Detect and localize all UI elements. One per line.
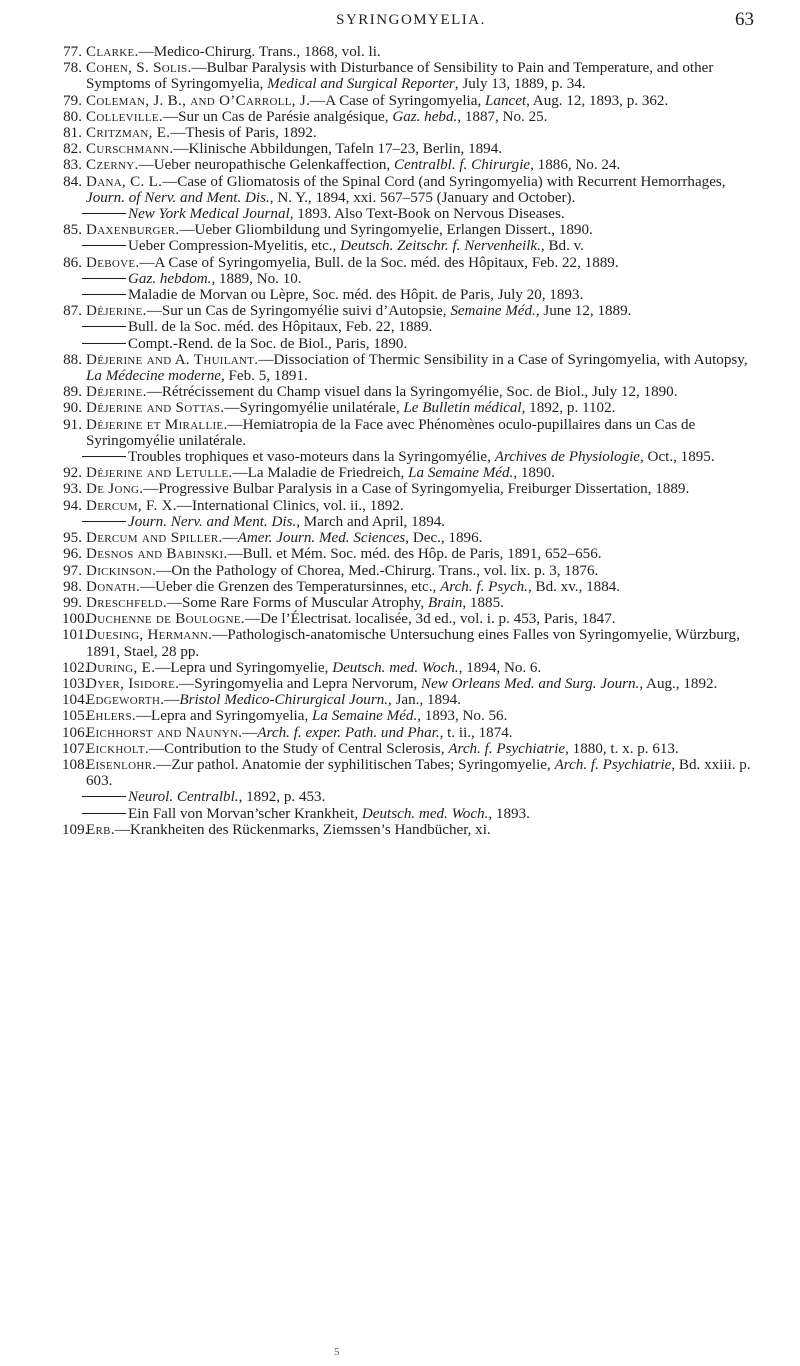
reference-source-title: Arch. f. exper. Path. und Phar. — [257, 724, 440, 741]
ditto-rule — [82, 813, 126, 814]
reference-text: —International Clinics, vol. ii., 1892. — [176, 497, 404, 514]
ditto-rule — [82, 343, 126, 344]
reference-text: —Ueber die Grenzen des Temperatursinnes, etc., — [140, 578, 441, 595]
reference-source-title: Gaz. hebdom. — [128, 270, 212, 287]
reference-source-title: Bristol Medico-Chirurgical Journ. — [179, 692, 389, 709]
running-title: SYRINGOMYELIA. — [336, 12, 486, 28]
reference-author: Desnos and Babinski. — [86, 546, 228, 563]
reference-continuation — [62, 271, 760, 287]
reference-author: Dercum, F. X. — [86, 497, 177, 514]
reference-author: Dickinson. — [86, 562, 157, 579]
reference-text: —Klinische Abbildungen, Tafeln 17–23, Berlin, 1894. — [173, 141, 503, 158]
reference-author: Debove. — [86, 254, 140, 271]
reference-text: —Syringomyélie unilatérale, — [224, 400, 404, 417]
reference-text: , 1889, No. 10. — [211, 270, 302, 287]
reference-number: 97. — [63, 562, 82, 579]
reference-number: 101. — [62, 627, 89, 644]
reference-text: —Medico-Chirurg. Trans., 1868, vol. li. — [138, 44, 381, 60]
reference-source-title: Deutsch. med. Woch. — [361, 805, 489, 822]
reference-text: Ein Fall von Morvan’scher Krankheit, — [128, 805, 362, 822]
reference-number: 91. — [63, 416, 82, 433]
reference-text: —Sur un Cas de Parésie analgésique, — [163, 108, 393, 125]
reference-text: —Progressive Bulbar Paralysis in a Case of Syringomyelia, Freiburger Dissertation, 1889. — [143, 481, 690, 498]
reference-text: —Zur pathol. Anatomie der syphilitischen Tabes; Syringomyelie, — [156, 756, 555, 773]
reference-text: —De l’Électrisat. localisée, 3d ed., vol. i. p. 453, Paris, 1847. — [244, 611, 616, 628]
reference-number: 100. — [62, 611, 89, 628]
reference-entry — [62, 255, 760, 271]
reference-text: —Rétrécissement du Champ visuel dans la Syringomyélie, Soc. de Biol., July 12, 1890. — [146, 384, 678, 401]
reference-number: 96. — [63, 546, 82, 563]
reference-entry — [62, 141, 760, 157]
reference-text: , July 13, 1889, p. 34. — [454, 76, 586, 93]
reference-text: , 1885. — [462, 594, 504, 611]
reference-entry — [62, 660, 760, 676]
reference-author: Eickholt. — [86, 740, 149, 757]
reference-text: —Lepra und Syringomyelie, — [155, 659, 333, 676]
reference-text: —Bull. et Mém. Soc. méd. des Hôp. de Paris, 1891, 652–656. — [227, 546, 602, 563]
reference-author: During, E. — [86, 659, 156, 676]
reference-text: —Bulbar Paralysis with Disturbance of Sensibility to Pain and Temperature, and other Symptoms of Syringomyelia, — [86, 60, 714, 93]
reference-number: 83. — [63, 157, 82, 174]
reference-author: Colleville. — [86, 108, 164, 125]
reference-source-title: La Médecine moderne — [86, 368, 221, 385]
reference-author: Déjerine. — [86, 384, 147, 401]
reference-entry — [62, 417, 760, 449]
reference-author: Déjerine and Letulle. — [86, 465, 233, 482]
page-header — [62, 0, 760, 44]
reference-number: 77. — [63, 44, 82, 60]
reference-entry — [62, 676, 760, 692]
reference-entry — [62, 563, 760, 579]
reference-number: 88. — [63, 351, 82, 368]
reference-source-title: Arch. f. Psychiatrie — [448, 740, 566, 757]
reference-text: —Dissociation of Thermic Sensibility in a Case of Syringomyelia, with Autopsy, — [258, 351, 748, 368]
reference-number: 98. — [63, 578, 82, 595]
reference-author: Eichhorst and Naunyn. — [86, 724, 243, 741]
reference-entry — [62, 822, 760, 838]
ditto-rule — [82, 294, 126, 295]
reference-entry — [62, 611, 760, 627]
reference-text: , 1894, No. 6. — [458, 659, 542, 676]
ditto-rule — [82, 796, 126, 797]
reference-text: , Aug., 1892. — [639, 675, 718, 692]
reference-number: 86. — [63, 254, 82, 271]
reference-text: —Lepra and Syringomyelia, — [135, 708, 312, 725]
reference-number: 108. — [62, 756, 89, 773]
reference-entry — [62, 708, 760, 724]
reference-text: Ueber Compression-Myelitis, etc., — [128, 238, 341, 255]
reference-entry — [62, 725, 760, 741]
ditto-rule — [82, 326, 126, 327]
reference-text: —A Case of Syringomyelia, — [310, 92, 485, 109]
reference-author: Ehlers. — [86, 708, 136, 725]
reference-number: 78. — [63, 60, 82, 77]
reference-number: 85. — [63, 222, 82, 239]
reference-author: Critzman, E. — [86, 125, 171, 142]
page-number: 63 — [735, 9, 754, 30]
reference-number: 90. — [63, 400, 82, 417]
reference-number: 84. — [63, 173, 82, 190]
reference-source-title: New Orleans Med. and Surg. Journ. — [421, 675, 640, 692]
reference-author: Edgeworth. — [86, 692, 165, 709]
reference-entry — [62, 44, 760, 60]
reference-entry — [62, 741, 760, 757]
reference-continuation — [62, 319, 760, 335]
reference-source-title: Le Bulletin médical — [403, 400, 522, 417]
reference-text: —A Case of Syringomyelia, Bull. de la Soc. méd. des Hôpitaux, Feb. 22, 1889. — [139, 254, 619, 271]
reference-number: 104. — [62, 692, 89, 709]
reference-author: Duesing, Hermann. — [86, 627, 213, 644]
reference-text: , March and April, 1894. — [296, 513, 446, 530]
reference-number: 87. — [63, 303, 82, 320]
reference-text: , Dec., 1896. — [405, 530, 483, 547]
reference-number: 107. — [62, 740, 89, 757]
reference-number: 93. — [63, 481, 82, 498]
reference-text: , Aug. 12, 1893, p. 362. — [526, 92, 669, 109]
reference-author: Déjerine and A. Thuilant. — [86, 351, 259, 368]
reference-author: Duchenne de Boulogne. — [86, 611, 245, 628]
reference-text: Compt.-Rend. de la Soc. de Biol., Paris, 1890. — [128, 335, 408, 352]
reference-continuation — [62, 449, 760, 465]
reference-author: Dana, C. L. — [86, 173, 163, 190]
reference-number: 89. — [63, 384, 82, 401]
reference-entry — [62, 627, 760, 659]
reference-text: —Ueber Gliombildung und Syringomyelie, Erlangen Dissert., 1890. — [179, 222, 593, 239]
reference-source-title: Centralbl. f. Chirurgie — [393, 157, 531, 174]
reference-text: —Syringomyelia and Lepra Nervorum, — [179, 675, 422, 692]
reference-text: — — [222, 530, 238, 547]
reference-entry — [62, 481, 760, 497]
reference-text: , 1892, p. 1102. — [521, 400, 616, 417]
reference-text: Maladie de Morvan ou Lèpre, Soc. méd. des Hôpit. de Paris, July 20, 1893. — [128, 287, 584, 304]
reference-entry — [62, 157, 760, 173]
ditto-rule — [82, 521, 126, 522]
reference-number: 94. — [63, 497, 82, 514]
reference-text: , Jan., 1894. — [388, 692, 461, 709]
reference-source-title: La Semaine Méd. — [312, 708, 418, 725]
reference-author: Dercum and Spiller. — [86, 530, 223, 547]
reference-text: , N. Y., 1894, xxi. 567–575 (January and October). — [269, 189, 576, 206]
reference-author: Dyer, Isidore. — [86, 675, 180, 692]
reference-text: , t. ii., 1874. — [439, 724, 513, 741]
reference-entry — [62, 757, 760, 789]
reference-author: Eisenlohr. — [86, 756, 157, 773]
reference-entry — [62, 546, 760, 562]
reference-number: 79. — [63, 92, 82, 109]
reference-source-title: Journ. of Nerv. and Ment. Dis. — [86, 189, 270, 206]
reference-author: De Jong. — [86, 481, 144, 498]
reference-continuation — [62, 206, 760, 222]
signature-mark: 5 — [334, 1346, 340, 1358]
reference-text: , 1887, No. 25. — [457, 108, 548, 125]
reference-entry — [62, 400, 760, 416]
reference-entry — [62, 303, 760, 319]
reference-text: —La Maladie de Friedreich, — [232, 465, 409, 482]
reference-number: 105. — [62, 708, 89, 725]
reference-continuation — [62, 789, 760, 805]
reference-entry — [62, 174, 760, 206]
reference-author: Erb. — [86, 821, 115, 838]
reference-text: Troubles trophiques et vaso-moteurs dans la Syringomyélie, — [128, 449, 495, 466]
reference-source-title: Semaine Méd. — [450, 303, 536, 320]
reference-entry — [62, 222, 760, 238]
reference-continuation — [62, 514, 760, 530]
reference-entry — [62, 579, 760, 595]
reference-source-title: La Semaine Méd. — [408, 465, 514, 482]
reference-entry — [62, 595, 760, 611]
reference-author: Cohen, S. Solis. — [86, 60, 192, 77]
reference-source-title: Deutsch. Zeitschr. f. Nervenheilk. — [340, 238, 541, 255]
reference-number: 81. — [63, 125, 82, 142]
reference-text: Bull. de la Soc. méd. des Hôpitaux, Feb. 22, 1889. — [128, 319, 433, 336]
ditto-rule — [82, 245, 126, 246]
reference-number: 92. — [63, 465, 82, 482]
reference-entry — [62, 692, 760, 708]
reference-entry — [62, 125, 760, 141]
reference-source-title: Neurol. Centralbl. — [128, 789, 239, 806]
reference-text: —Case of Gliomatosis of the Spinal Cord (and Syringomyelia) with Recurrent Hemorrhages, — [162, 173, 726, 190]
reference-number: 82. — [63, 141, 82, 158]
reference-entry — [62, 498, 760, 514]
reference-author: Curschmann. — [86, 141, 174, 158]
reference-text: , 1892, p. 453. — [238, 789, 326, 806]
reference-number: 103. — [62, 675, 89, 692]
reference-text: , Bd. v. — [540, 238, 584, 255]
reference-entry — [62, 384, 760, 400]
reference-text: , Bd. xxiii. p. 603. — [86, 756, 751, 790]
reference-number: 80. — [63, 108, 82, 125]
reference-author: Déjerine et Mirallie. — [86, 416, 228, 433]
ditto-rule — [82, 278, 126, 279]
reference-text: —Sur un Cas de Syringomyélie suivi d’Autopsie, — [146, 303, 451, 320]
reference-text: — — [242, 724, 258, 741]
reference-text: , 1893. — [488, 805, 530, 822]
reference-number: 109. — [62, 821, 89, 838]
reference-author: Dreschfeld. — [86, 594, 167, 611]
reference-text: —Krankheiten des Rückenmarks, Ziemssen’s Handbücher, xi. — [114, 821, 491, 838]
reference-continuation — [62, 336, 760, 352]
reference-source-title: Deutsch. med. Woch. — [332, 659, 459, 676]
reference-source-title: Archives de Physiologie — [494, 449, 640, 466]
reference-source-title: Gaz. hebd. — [392, 108, 458, 125]
reference-author: Déjerine and Sottas. — [86, 400, 225, 417]
reference-entry — [62, 352, 760, 384]
reference-text: —Thesis of Paris, 1892. — [170, 125, 317, 142]
reference-source-title: Arch. f. Psych. — [440, 578, 528, 595]
reference-author: Donath. — [86, 578, 141, 595]
reference-continuation — [62, 287, 760, 303]
reference-author: Czerny. — [86, 157, 139, 174]
reference-source-title: Lancet — [485, 92, 527, 109]
reference-text: —Some Rare Forms of Muscular Atrophy, — [166, 594, 428, 611]
reference-entry — [62, 530, 760, 546]
reference-text: , Feb. 5, 1891. — [220, 368, 308, 385]
ditto-rule — [82, 456, 126, 457]
reference-text: , Bd. xv., 1884. — [527, 578, 621, 595]
reference-continuation — [62, 806, 760, 822]
ditto-rule — [82, 213, 126, 214]
reference-text: , 1890. — [513, 465, 555, 482]
reference-text: —Pathologisch-anatomische Untersuchung eines Falles von Syringomyelie, Würzburg, 1891, Stael, 28 pp. — [86, 627, 740, 660]
reference-text: , 1893, No. 56. — [417, 708, 508, 725]
reference-text: , 1880, t. x. p. 613. — [565, 740, 679, 757]
reference-author: Daxenburger. — [86, 222, 180, 239]
reference-entry — [62, 93, 760, 109]
reference-text: , Oct., 1895. — [640, 449, 715, 466]
reference-source-title: Amer. Journ. Med. Sciences — [237, 530, 406, 547]
reference-source-title: Journ. Nerv. and Ment. Dis. — [128, 513, 297, 530]
reference-entry — [62, 60, 760, 92]
reference-source-title: Arch. f. Psychiatrie — [554, 756, 672, 773]
reference-text: —Contribution to the Study of Central Sclerosis, — [148, 740, 449, 757]
reference-number: 99. — [63, 594, 82, 611]
reference-author: Déjerine. — [86, 303, 147, 320]
reference-entry — [62, 465, 760, 481]
reference-text: —On the Pathology of Chorea, Med.-Chirurg. Trans., vol. lix. p. 3, 1876. — [156, 562, 599, 579]
reference-author: Coleman, J. B., and O’Carroll, J. — [86, 92, 311, 109]
reference-entry — [62, 109, 760, 125]
reference-text: , 1893. Also Text-Book on Nervous Diseases. — [289, 206, 565, 223]
reference-number: 95. — [63, 530, 82, 547]
reference-text: , 1886, No. 24. — [530, 157, 621, 174]
reference-source-title: New York Medical Journal — [128, 206, 290, 223]
reference-source-title: Medical and Surgical Reporter — [267, 76, 455, 93]
reference-text: , June 12, 1889. — [535, 303, 632, 320]
reference-source-title: Brain — [427, 594, 463, 611]
reference-number: 106. — [62, 724, 89, 741]
reference-text: — — [164, 692, 180, 709]
reference-text: —Hemiatropia de la Face avec Phénomènes oculo-pupillaires dans un Cas de Syringomyélie unilatérale. — [86, 416, 696, 449]
reference-author: Clarke. — [86, 44, 139, 60]
reference-list — [62, 44, 760, 838]
reference-text: —Ueber neuropathische Gelenkaffection, — [138, 157, 394, 174]
reference-continuation — [62, 238, 760, 254]
reference-number: 102. — [62, 659, 89, 676]
